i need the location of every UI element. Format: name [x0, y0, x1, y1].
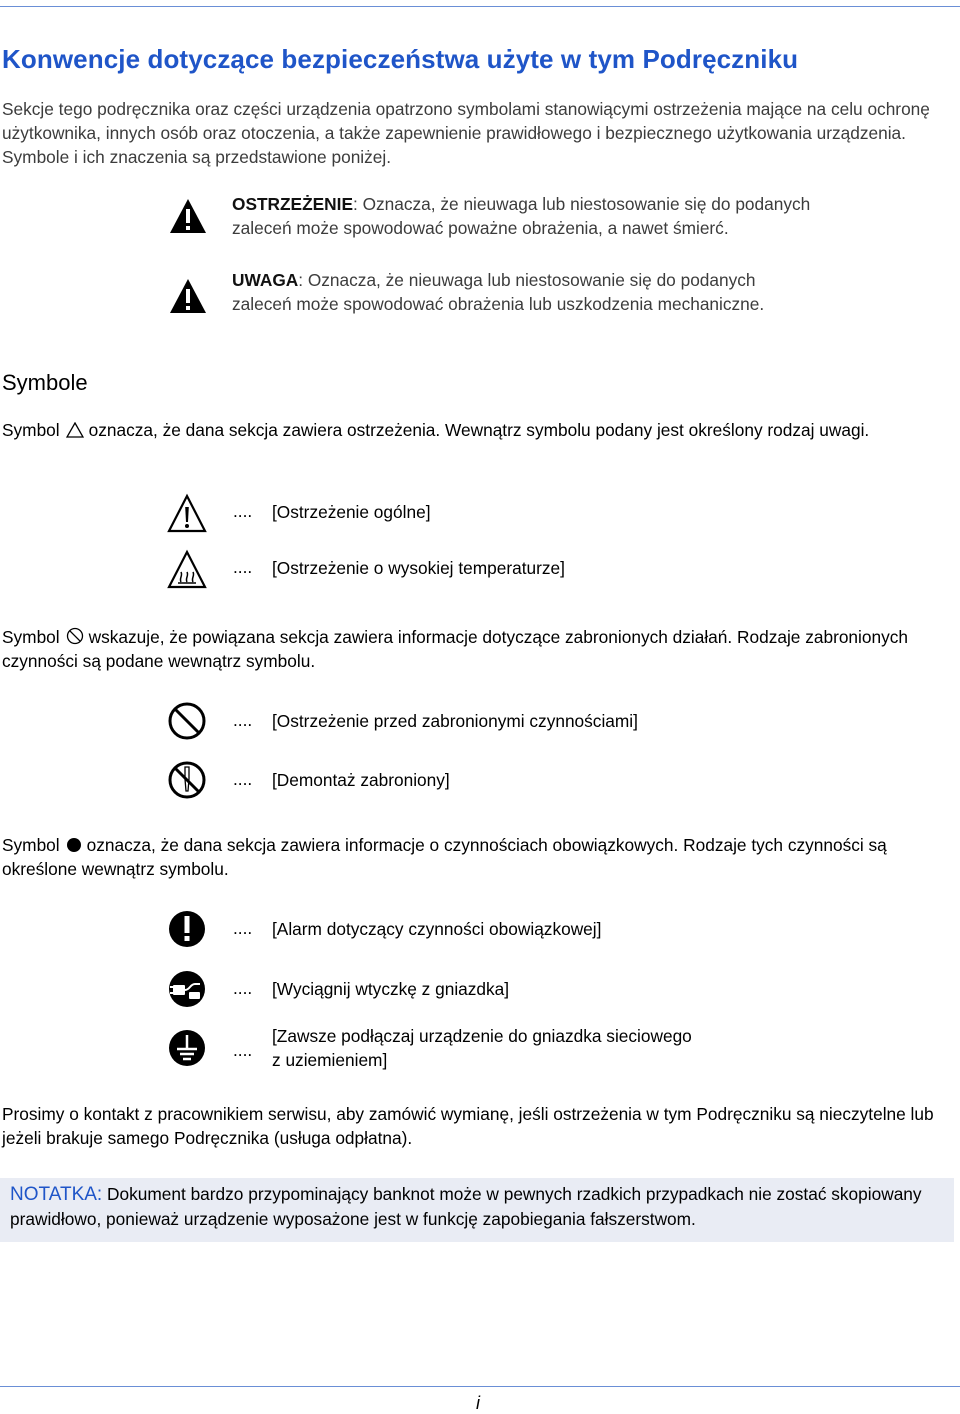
- symbol-label: [Demontaż zabroniony]: [272, 770, 450, 790]
- symbol-row: [0, 968, 960, 1008]
- symbol-row: [0, 493, 960, 533]
- warning-term: OSTRZEŻENIE: [232, 194, 353, 214]
- unplug-icon: [166, 968, 208, 1010]
- caution-definition-text: [232, 268, 812, 316]
- warning-description: : Oznacza, że nieuwaga lub niestosowanie się do podanych zaleceń może spowodować poważne obrażenia, a nawet śmierć.: [232, 194, 811, 238]
- mandatory-symbol-paragraph: [2, 833, 960, 881]
- prohibit-symbol-paragraph: [2, 625, 952, 673]
- symbols-heading: Symbole: [2, 370, 88, 395]
- symbol-label: [Ostrzeżenie ogólne]: [272, 502, 431, 522]
- triangle-outline-icon: [66, 422, 84, 438]
- dots: ....: [233, 557, 253, 577]
- general-warning-icon: [166, 493, 208, 535]
- symbol-label-line: [Zawsze podłączaj urządzenie do gniazdka sieciowego: [272, 1026, 692, 1046]
- warning-triangle-icon: [168, 196, 208, 236]
- symbol-row: [0, 1027, 960, 1075]
- dots: ....: [233, 769, 253, 789]
- ground-connection-icon: [166, 1027, 208, 1069]
- dots: ....: [233, 978, 253, 998]
- triangle-symbol-paragraph: [2, 418, 952, 442]
- caution-description: : Oznacza, że nieuwaga lub niestosowanie się do podanych zaleceń może spowodować obrażenia lub uszkodzenia mechaniczne.: [232, 270, 765, 314]
- bottom-rule: [0, 1386, 960, 1387]
- prohibited-action-icon: [166, 700, 208, 742]
- filled-circle-icon: [66, 837, 82, 853]
- warning-definition-text: [232, 192, 812, 240]
- mandatory-alarm-icon: [166, 908, 208, 950]
- paragraph-text: oznacza, że dana sekcja zawiera informacje o czynnościach obowiązkowych. Rodzaje tych czynności są określone wewnątrz symbolu.: [2, 835, 887, 879]
- symbol-label: [Ostrzeżenie o wysokiej temperaturze]: [272, 558, 565, 578]
- paragraph-text: Symbol: [2, 835, 60, 855]
- intro-paragraph: Sekcje tego podręcznika oraz części urządzenia opatrzono symbolami stanowiącymi ostrzeżenia mające na celu ochronę użytkownika, innych osób oraz otoczenia, a także zapewnienie prawidłowego i bezpiecznego użytkowania urządzenia. Symbole i ich znaczenia są przedstawione poniżej.: [2, 99, 930, 167]
- high-temperature-icon: [166, 549, 208, 591]
- note-body: Dokument bardzo przypominający banknot może w pewnych rzadkich przypadkach nie zostać skopiowany prawidłowo, ponieważ urządzenie wyposażone jest w funkcję zapobiegania fałszerstwom.: [10, 1184, 922, 1229]
- top-rule: [0, 6, 960, 7]
- disassembly-prohibited-icon: [166, 759, 208, 801]
- page-number: i: [476, 1393, 480, 1413]
- symbol-label: [Ostrzeżenie przed zabronionymi czynnościami]: [272, 711, 638, 731]
- paragraph-text: wskazuje, że powiązana sekcja zawiera informacje dotyczące zabronionych działań. Rodzaje zabronionych czynności są podane wewnątrz symbolu.: [2, 627, 908, 671]
- symbol-row: [0, 908, 960, 948]
- paragraph-text: Symbol: [2, 420, 60, 440]
- note-box: [0, 1178, 954, 1242]
- symbol-row: [0, 549, 960, 589]
- symbol-label-line: z uziemieniem]: [272, 1050, 388, 1070]
- symbol-row: [0, 700, 960, 740]
- page-title: Konwencje dotyczące bezpieczeństwa użyte w tym Podręczniku: [2, 44, 799, 74]
- symbol-row: [0, 759, 960, 799]
- symbol-label: [Alarm dotyczący czynności obowiązkowej]: [272, 919, 602, 939]
- prohibit-outline-icon: [66, 627, 84, 645]
- contact-paragraph: Prosimy o kontakt z pracownikiem serwisu, aby zamówić wymianę, jeśli ostrzeżenia w tym Podręczniku są nieczytelne lub jeżeli brakuje samego Podręcznika (usługa odpłatna).: [2, 1104, 934, 1148]
- dots: ....: [233, 501, 253, 521]
- caution-triangle-icon: [168, 276, 208, 316]
- note-text: [10, 1182, 946, 1231]
- symbol-label: [272, 1024, 692, 1072]
- dots: ....: [233, 918, 253, 938]
- paragraph-text: Symbol: [2, 627, 60, 647]
- dots: ....: [233, 710, 253, 730]
- dots: ....: [233, 1040, 253, 1060]
- symbol-label: [Wyciągnij wtyczkę z gniazdka]: [272, 979, 510, 999]
- caution-term: UWAGA: [232, 270, 299, 290]
- note-label: NOTATKA:: [10, 1184, 103, 1205]
- paragraph-text: oznacza, że dana sekcja zawiera ostrzeżenia. Wewnątrz symbolu podany jest określony rodzaj uwagi.: [88, 420, 870, 440]
